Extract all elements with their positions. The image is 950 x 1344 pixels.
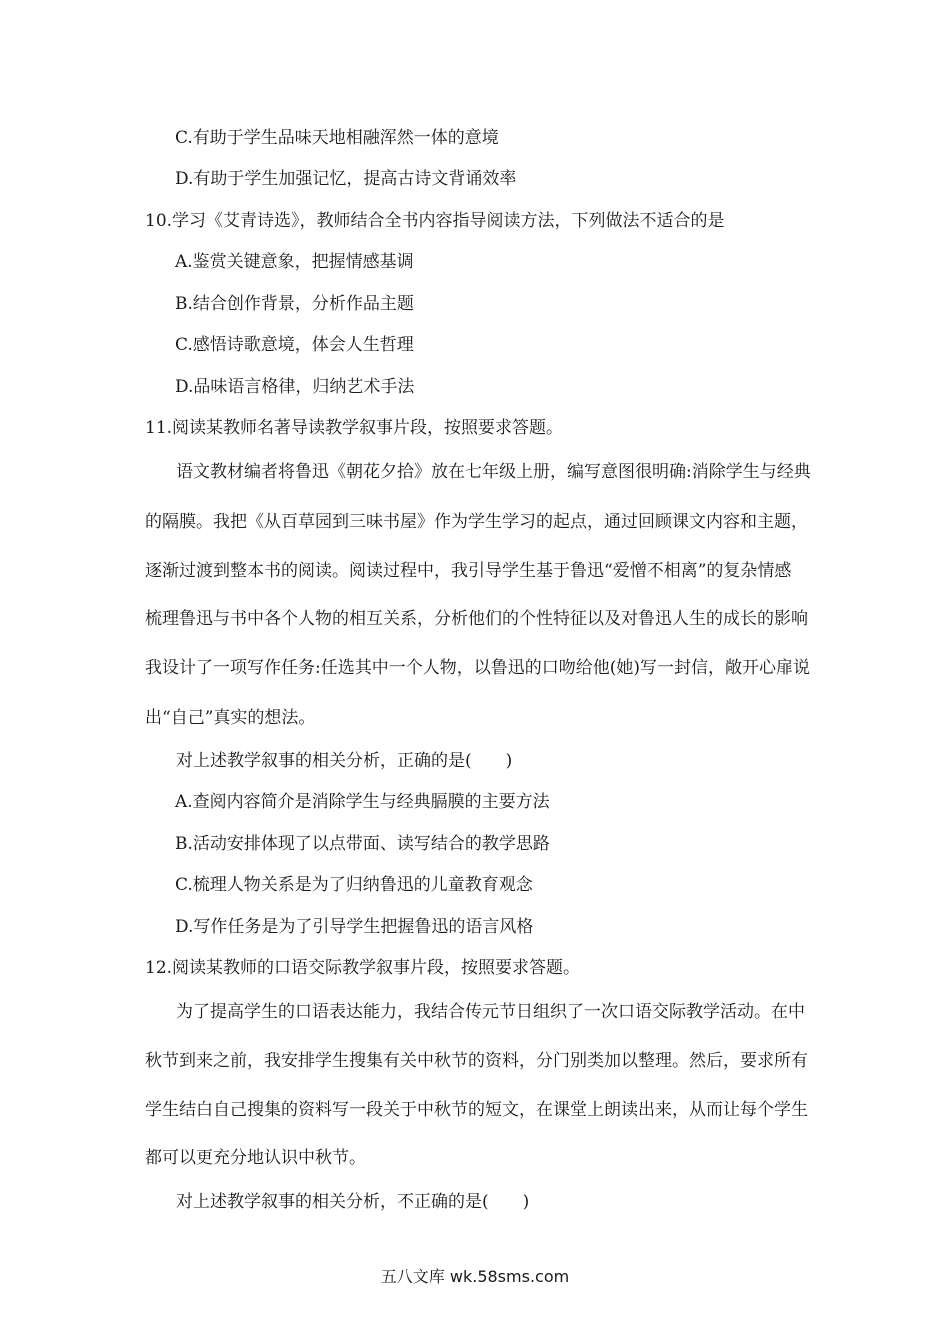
q12-passage-line: 为了提高学生的口语表达能力，我结合传元节日组织了一次口语交际教学活动。在中 (176, 1002, 805, 1022)
q11-passage-line: 的隔膜。我把《从百草园到三味书屋》作为学生学习的起点，通过回顾课文内容和主题， (145, 512, 808, 532)
q10-option-d: D.品味语言格律，归纳艺术手法 (175, 377, 415, 397)
q12-passage-line: 学生结白自己搜集的资料写一段关于中秋节的短文，在课堂上朗读出来，从而让每个学生 (145, 1100, 808, 1120)
q10-stem: 10.学习《艾青诗选》，教师结合全书内容指导阅读方法，下列做法不适合的是 (145, 211, 725, 231)
q11-question: 对上述教学叙事的相关分析，正确的是( ) (176, 751, 513, 771)
q11-passage-line: 语文教材编者将鲁迅《朝花夕拾》放在七年级上册，编写意图很明确:消除学生与经典 (176, 462, 811, 482)
q11-passage-line: 梳理鲁迅与书中各个人物的相互关系，分析他们的个性特征以及对鲁迅人生的成长的影响 (145, 609, 808, 629)
q9-option-d: D.有助于学生加强记忆，提高古诗文背诵效率 (175, 169, 517, 189)
q10-option-a: A.鉴赏关键意象，把握情感基调 (175, 252, 414, 272)
q11-option-d: D.写作任务是为了引导学生把握鲁迅的语言风格 (175, 917, 534, 937)
q11-passage-line: 逐渐过渡到整本书的阅读。阅读过程中，我引导学生基于鲁迅“爱憎不相离”的复杂情感 (145, 561, 792, 581)
q11-passage-line: 出“自己”真实的想法。 (145, 708, 316, 728)
q10-option-b: B.结合创作背景，分析作品主题 (175, 294, 414, 314)
q12-question: 对上述教学叙事的相关分析，不正确的是( ) (176, 1192, 530, 1212)
q11-passage-line: 我设计了一项写作任务:任选其中一个人物，以鲁迅的口吻给他(她)写一封信，敞开心扉说 (145, 658, 810, 678)
q11-option-c: C.梳理人物关系是为了归纳鲁迅的儿童教育观念 (175, 875, 533, 895)
q12-passage-line: 秋节到来之前，我安排学生搜集有关中秋节的资料，分门别类加以整理。然后，要求所有 (145, 1051, 808, 1071)
q9-option-c: C.有助于学生品味天地相融浑然一体的意境 (175, 128, 499, 148)
q11-stem: 11.阅读某教师名著导读教学叙事片段，按照要求答题。 (145, 418, 564, 438)
q12-stem: 12.阅读某教师的口语交际教学叙事片段，按照要求答题。 (145, 958, 581, 978)
footer-watermark[interactable]: 五八文库 wk.58sms.com (380, 1267, 570, 1286)
q11-option-b: B.活动安排体现了以点带面、读写结合的教学思路 (175, 834, 550, 854)
q12-passage-line: 都可以更充分地认识中秋节。 (145, 1148, 366, 1168)
q10-option-c: C.感悟诗歌意境，体会人生哲理 (175, 335, 414, 355)
q11-option-a: A.查阅内容简介是消除学生与经典膈膜的主要方法 (175, 792, 550, 812)
